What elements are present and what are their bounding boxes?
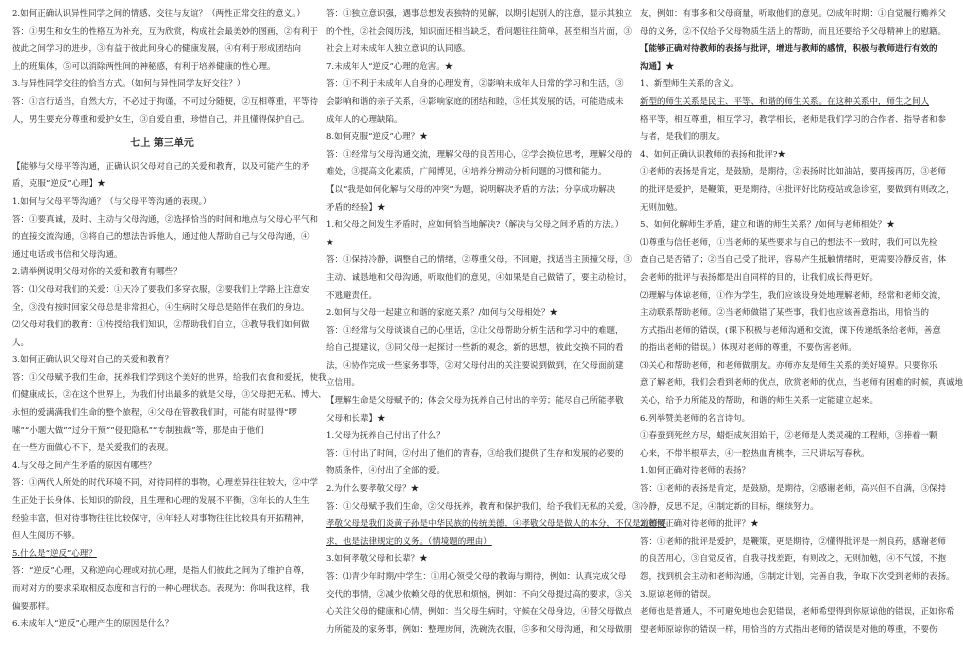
text-line: 会老师的批评与表扬都是出自同样的目的，让我们成长得更好。 — [640, 272, 879, 283]
text-line: 格平等，相互尊重，相互学习，教学相长，老师是我们学习的合作者、指导者和参 — [640, 114, 947, 125]
text-line: ★ — [326, 237, 334, 248]
text-line: 老师也是普通人，不可避免地也会犯错误，老师希望得到你原谅他的错误，正如你希 — [640, 607, 955, 618]
text-line: 1.父母为抚养自己付出了什么？ — [326, 431, 445, 442]
text-line: 们健康成长，②在这个世界上，为我们付出最多的就是父母，③父母把无私、博大、 — [12, 390, 327, 401]
text-line: ①老师的表扬是肯定，是鼓励，是期待，②表扬时比如油站，要再接再厉，③老师 — [640, 167, 947, 178]
text-line: 2.如何与父母一起建立和谐的家庭关系？/如何与父母相处？★ — [326, 308, 558, 319]
text-line: 母的义务，②不仅给予父母物质生活上的帮助，而且还要给予父母精神上的慰籍。 — [640, 26, 947, 37]
text-line: 2.为什么要孝敬父母？★ — [326, 484, 420, 495]
text-line: 1.如何与父母平等沟通？（与父母平等沟通的表现。） — [12, 196, 212, 207]
text-line: ⑴尊重与信任老师，①当老师的某些要求与自己的想法不一致时，我们可以先检 — [640, 237, 938, 248]
text-line: 成年人的心理缺陷。 — [326, 114, 403, 125]
text-line: 冷静，反思不足，④制定新的目标，继续努力。 — [640, 501, 819, 512]
text-line: 的指出老师的错误。）体现对老师的尊重，不要伤害老师。 — [640, 343, 857, 354]
text-line: 答：①经常与父母谈谈自己的心里话，②让父母帮助分析生活和学习中的难题， — [326, 325, 624, 336]
text-line: 心来，不带半根草去，④一腔热血育桃李，三尺讲坛写春秋。 — [640, 448, 870, 459]
text-line: 关心，给予力所能及的帮助，和谐的师生关系一定能建立起来。 — [640, 396, 879, 407]
text-line: 父母和长辈】★ — [326, 413, 386, 424]
text-line: 人。 — [12, 337, 30, 348]
text-line: 物质条件，④付出了全部的爱。 — [326, 466, 446, 477]
text-line: 3.与异性同学交往的恰当方式。（如何与异性同学友好交往？） — [12, 79, 246, 90]
text-line: 3.原谅老师的错误。 — [640, 589, 717, 600]
text-line: 给自己提建议，③同父母一起探讨一些新的观念，新的思想，彼此交换不同的看 — [326, 343, 624, 354]
text-line: 友，例如：有事多和父母商量，听取他们的意见。⑵成年时期：①自觉履行赡养父 — [640, 9, 947, 19]
text-line: 难处，③提高文化素质，广闻博见，④培养分辨动分析问题的习惯和能力。 — [326, 167, 607, 178]
text-line: 矛盾的经验】★ — [326, 202, 386, 213]
text-line: 答：①老师的批评是爱护，是鞭策，更是期待，②懂得批评是一剂良药，感谢老师 — [640, 536, 947, 547]
text-line: 2.请举例说明父母对你的关爱和教育有哪些？ — [12, 267, 182, 278]
text-line: 答：①老师的表扬是肯定，是鼓励，是期待，②感谢老师，高兴但不自满，③保持 — [640, 484, 947, 495]
text-line: 【理解生命是父母赋予的；体会父母为抚养自己付出的辛劳；能尽自己所能孝敬 — [326, 396, 624, 407]
text-line: 在一些方面做心不下，是关爱我们的表现。 — [12, 443, 174, 454]
text-line: 3.如何正确认识父母对自己的关爱和教育？ — [12, 355, 174, 366]
text-line: 经验丰富，但对待事物往往比较保守，④年轻人对事物往往比较具有开拓精神， — [12, 513, 310, 524]
text-line: 无则加勉。 — [640, 202, 683, 213]
text-line: 交代的事情，②减少依赖父母的优思和烦恼，例如：不向父母提过高的要求，③关 — [326, 589, 633, 600]
text-line: 【能够与父母平等沟通，正确认识父母对自己的关爱和教育，以及可能产生的矛 — [12, 161, 310, 172]
text-line: 怨，找到机会主动和老师沟通，⑤制定计划，完善自我，争取下次受到老师的表扬。 — [640, 572, 955, 582]
text-line: 不逃避责任。 — [326, 290, 378, 301]
text-line: 答：①不利于未成年人自身的心理发育，②影响未成年人日常的学习和生活，③ — [326, 79, 624, 90]
text-line: 答：⑴父母对我们的关爱：①天冷了要我们多穿衣服，②要我们上学路上注意安 — [12, 284, 310, 295]
text-line: 人，男生要充分尊重和爱护女生，③自爱自重，珍惜自己，并且懂得保护自己。 — [12, 114, 310, 125]
text-line: 力所能及的家务事，例如：整理房间，洗碗洗衣服，⑤多和父母沟通，和父母做朋 — [326, 624, 633, 635]
text-line: 意了解老师，我们会看到老师的优点，欣赏老师的优点，当老师有困难的时候，真诚地 — [640, 378, 963, 389]
text-line: 6.列举赞美老师的名言诗句。 — [640, 413, 751, 424]
text-line: 1.和父母之间发生矛盾时，应如何恰当地解决?（解决与父母之间矛盾的方法。） — [326, 220, 624, 231]
text-line: 答：①父母赋予我们生命，②父母抚养，教育和保护我们，给予我们无私的关爱，③ — [326, 501, 641, 512]
text-line: 心关注父母的健康和心情，例如：当父母生病时，守候在父母身边，④替父母做点 — [326, 607, 633, 618]
text-line: 答：①经常与父母沟通交流，理解父母的良苦用心，②学会换位思考，理解父母的 — [326, 149, 633, 160]
text-line: 与者，是我们的朋友。 — [640, 132, 726, 143]
text-line: 而对对方的要求采取相反态度和言行的一种心理状态。表现为：你叫我这样，我 — [12, 584, 310, 594]
text-line: 沟通】★ — [640, 61, 675, 72]
text-line: 1.如何正确对待老师的表扬？ — [640, 466, 751, 477]
text-line: 孝敬父母是我们炎黄子孙是中华民族的传统美德，④孝敬父母是做人的本分，不仅是道德要 — [326, 519, 667, 530]
text-line: 会影响和谐的亲子关系，④影响家庭的团结和睦，⑤任其发展的话，可能造成未 — [326, 96, 624, 107]
text-line: 的良苦用心，③自觉反省，自我寻找差距，有则改之，无则加勉，④不气馁，不抱 — [640, 554, 947, 565]
text-line: 新型的师生关系是民主、平等、和谐的师生关系。在这种关系中，师生之间人 — [640, 96, 930, 107]
text-line: 1、新型师生关系的含义。 — [640, 79, 739, 90]
text-line: 5、如何化解师生矛盾，建立和谐的师生关系？/如何与老师相处？★ — [640, 220, 895, 231]
text-line: 7.未成年人“逆反”心理的危害。★ — [326, 61, 454, 72]
text-line: 4、如何正确认识教师的表扬和批评?★ — [640, 149, 786, 160]
text-line: 8.如何克服“逆反”心理？★ — [326, 132, 428, 143]
text-line: 的个性，②社会阅历浅，知识面还相当缺乏，看问题往往简单，甚至相当片面，③ — [326, 26, 633, 37]
text-line: 答：①言行适当，自然大方，不必过于拘谨，不可过分随便，②互相尊重，平等待 — [12, 96, 319, 107]
text-line: 2.如何正确对待老师的批评？★ — [640, 519, 759, 530]
text-line: 求，也是法律规定的义务。（情境题的理由） — [326, 536, 492, 547]
text-line: 永恒的爱满满我们生命的整个旅程，④父母在管教我们时，可能有时显得“啰 — [12, 408, 297, 419]
text-line: 望老师原谅你的错误一样，用恰当的方式指出老师的错误是对他的尊重，不要伤 — [640, 624, 938, 635]
text-line: ⑵理解与体谅老师，①作为学生，我们应该设身处地理解老师，经常和老师交流， — [640, 290, 947, 301]
text-line: 2.如何正确认识异性同学之间的情感、交往与友谊？（两性正常交往的意义。） — [12, 9, 305, 19]
text-line: 生正处于长身体、长知识的阶段，且生理和心理的发展不平衡，③年长的人生生 — [12, 496, 310, 507]
text-line: 偏要那样。 — [12, 601, 55, 612]
text-line: 6.未成年人“逆反”心理产生的原因是什么？ — [12, 619, 174, 630]
text-line: 彼此之间学习的进步，③有益于彼此间身心的健康发展，④有利于形成团结向 — [12, 44, 302, 55]
text-line: 盾，克服“逆反”心理】★ — [12, 179, 106, 190]
text-line: 答：①保持冷静，调整自己的情绪，②尊重父母，不回避，找适当主顶撞父母，③ — [326, 255, 633, 266]
text-line: 全，③没有按时回家父母总是非常担心，④生病时父母总是陪伴在我们的身边。 — [12, 302, 310, 313]
text-line: 5.什么是“逆反”心理？ — [12, 548, 97, 559]
column-3 — [640, 6, 963, 672]
text-line: 查自己是否错了；②当自己受了批评，容易产生抵触情绪时，更需要冷静反省，体 — [640, 255, 947, 266]
text-line: 3.如何孝敬父母和长辈？★ — [326, 554, 428, 565]
text-line: 立信用。 — [326, 378, 361, 389]
text-line: 主动联系帮助老师。②当老师做错了某些事，我们也应该善意指出，用恰当的 — [640, 308, 930, 319]
text-line: 答：①付出了时间，②付出了他们的青春，③给我们提供了生存和发展的必要的 — [326, 448, 624, 459]
text-line: 答：“逆反”心理，又称逆向心理或对抗心理，是指人们彼此之间为了维护自尊， — [12, 566, 310, 577]
text-line: 答：①男生和女生的性格互为补充，互为欣赏，构成社会最美妙的图画，②有利于 — [12, 26, 319, 37]
text-line: ⑶关心和帮助老师，和老师做朋友。亦师亦友是师生关系的美好境界。只要你乐 — [640, 360, 938, 371]
text-line: 的批评是爱护，是鞭策，更是期待，④批评好比防疫站或急诊室，要做到有则改之， — [640, 184, 955, 195]
text-line: 七上 第三单元 — [130, 138, 194, 150]
text-line: 嗦”“小题大做”“过分干预”“侵犯隐私”“专制独裁”等，那是由于他们 — [12, 425, 264, 436]
text-line: 【以“我是如何化解与父母的冲突”为题，说明解决矛盾的方法；分享成功解决 — [326, 184, 616, 195]
text-line: 法，④协作完成一些家务事等，②对父母付出的关注要说到做到，在父母面前建 — [326, 360, 624, 371]
text-line: ⑵父母对我们的教育：①传授给我们知识，②帮助我们自立，③教导我们如何做 — [12, 320, 310, 331]
text-line: 答：①父母赋予我们生命，抚养我们学到这个美好的世界，给我们衣食和爱抚，使我 — [12, 372, 327, 383]
text-line: 但人生阅历不够。 — [12, 531, 81, 542]
text-line: 方式指出老师的错误，(课下积极与老师沟通和交流，课下传递纸条给老师，善意 — [640, 325, 941, 336]
text-line: 4.与父母之间产生矛盾的原因有哪些？ — [12, 460, 157, 471]
text-line: ①春蚕到死丝方尽，蜡炬成灰泪始干，②老师是人类灵魂的工程师，③捧着一颗 — [640, 431, 938, 442]
text-line: 的直接交流沟通，③将自己的想法告诉他人，通过他人帮助自己与父母沟通，④ — [12, 232, 310, 243]
text-line: 上的班集体，⑤可以消除两性间的神秘感，有利于培养健康的性心理。 — [12, 61, 276, 72]
text-line: 答：①两代人所处的时代环境不同，对待同样的事物，心理差异往往较大，②中学 — [12, 478, 319, 489]
text-line: 社会上对未成年人独立意识的认同感。 — [326, 44, 471, 55]
column-1 — [12, 6, 327, 672]
text-line: 答：①要真诚，及时、主动与父母沟通，②选择恰当的时间和地点与父母心平气和 — [12, 214, 319, 225]
text-line: 答：①独立意识强，遇事总想发表独特的见解，以期引起别人的注意，显示其独立 — [326, 9, 633, 19]
text-line: 【能够正确对待教师的表扬与批评，增进与教师的感情，积极与教师进行有效的 — [640, 44, 938, 55]
text-line: 主动、诚恳地和父母沟通，听取他们的意见，④如果是自己做错了，要主动检讨， — [326, 272, 633, 283]
text-line: 通过电话或书信和父母沟通。 — [12, 249, 123, 260]
text-line: 答：⑴青少年时期/中学生：①用心领受父母的教诲与期待，例如：认真完成父母 — [326, 572, 627, 582]
